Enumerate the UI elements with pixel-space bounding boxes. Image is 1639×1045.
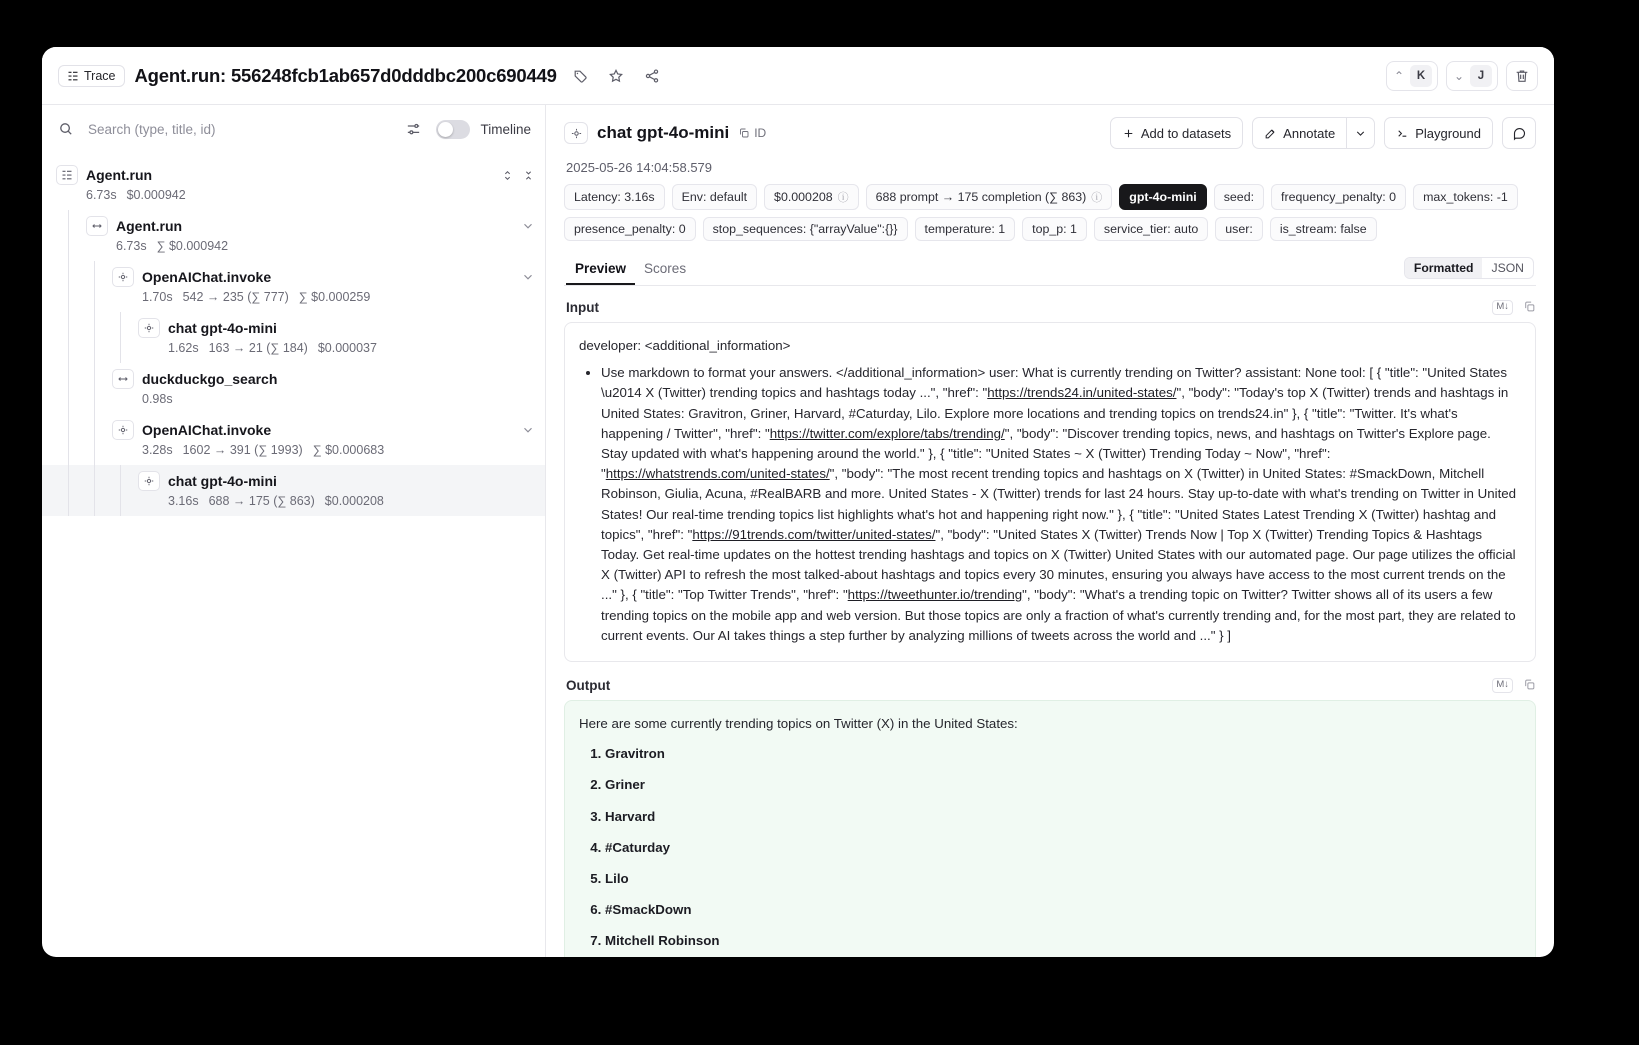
title-bar-right xyxy=(1386,61,1538,91)
tree-row-label: chat gpt-4o-mini xyxy=(168,473,277,489)
input-link-2[interactable]: https://twitter.com/explore/tabs/trending/ xyxy=(769,425,1005,441)
badge-label: top_p: 1 xyxy=(1032,222,1077,236)
observation-header xyxy=(546,105,1554,286)
collapse-all-icon xyxy=(522,169,535,182)
tree-row-meta xyxy=(142,392,535,406)
tree-row-meta xyxy=(116,239,535,253)
view-formatted-option[interactable]: Formatted xyxy=(1405,258,1483,278)
span-icon xyxy=(86,216,108,236)
timeline-toggle[interactable] xyxy=(436,120,470,139)
chevron-down-icon: ⌄ xyxy=(1453,68,1465,83)
tree-row-agent-run[interactable] xyxy=(42,210,545,261)
tree-row-openaichat-invoke-1[interactable] xyxy=(42,261,545,312)
input-link-4[interactable]: https://91trends.com/twitter/united-states/ xyxy=(692,526,936,542)
list-item: 7. Mitchell Robinson xyxy=(605,931,1521,951)
badge-label: frequency_penalty: 0 xyxy=(1281,190,1397,204)
badge-temperature xyxy=(915,217,1016,241)
badge-model xyxy=(1119,184,1206,210)
input-section-title: Input xyxy=(566,300,599,315)
tree-row-duckduckgo-search[interactable] xyxy=(42,363,545,414)
playground-label: Playground xyxy=(1415,125,1481,141)
input-bullet-item xyxy=(601,363,1521,646)
output-section-header xyxy=(566,678,1536,693)
comment-button[interactable] xyxy=(1502,117,1536,149)
badge-label: service_tier: auto xyxy=(1103,222,1199,236)
input-text-5: ", "body": "United States X (Twitter) Trends Now | Top X (Twitter) Trending Topics & Hashtags Today. Get real-time updates on the hottest trending hashtags and topics on X (Twitter) United States with our automated page. Our page utilizes the official X (Twitter) API to refresh the most talked-about hashtags and topics every 30 minutes, ensuring you always have access to the most current trends on the ..." }, { "title": "Top Twitter Trends", "href": " xyxy=(601,526,1516,603)
input-section-header xyxy=(566,300,1536,315)
toggle-knob xyxy=(438,122,453,137)
badge-label: is_stream: false xyxy=(1279,222,1367,236)
annotate-button[interactable] xyxy=(1252,117,1347,149)
input-text-1: Use markdown to format your answers. </additional_information> user: What is currently trending on Twitter? assistant: None tool: [ { "title": "United States \u2014 X (Twitter) trending topics and hashtags today ...", "href": " xyxy=(601,365,1507,401)
badge-label: seed: xyxy=(1223,190,1255,204)
tree-row-tokens: 163 → 21 (∑ 184) xyxy=(208,341,308,355)
annotate-dropdown-button[interactable] xyxy=(1347,117,1375,149)
share-icon[interactable] xyxy=(639,63,665,89)
badge-label: stop_sequences: {"arrayValue":{}} xyxy=(712,222,898,236)
tree-row-label: Agent.run xyxy=(86,167,153,183)
badge-max-tokens xyxy=(1413,184,1518,210)
list-item: 5. Lilo xyxy=(605,869,1521,889)
copy-id-button[interactable] xyxy=(738,126,766,140)
view-format-toggle xyxy=(1404,257,1534,279)
tree-row-chat-gpt-4o-mini-2[interactable] xyxy=(42,465,545,516)
generation-icon xyxy=(138,471,160,491)
input-text-4: ", "body": "The most recent trending topics and hashtags on X (Twitter) in United States: #SmackDown, Mitchell Robinson, Giulia, Acuna, #RealBARB and more. United States - X (Twitter) trends for last 24 hours. Stay up-to-date with what's trending on Twitter in United States! Our real-time trending topics list highlights what's hot and happening right now." }, { "title": "United States Latest Trending X (Twitter) hashtag and topics", "href": " xyxy=(601,466,1517,542)
generation-icon xyxy=(138,318,160,338)
tree-row-label: Agent.run xyxy=(116,218,183,234)
timeline-label: Timeline xyxy=(480,121,531,137)
tree-row-duration: 1.62s xyxy=(168,341,199,355)
markdown-toggle-icon[interactable]: M↓ xyxy=(1492,678,1513,692)
tree-row-duration: 3.28s xyxy=(142,443,173,457)
tree-row-meta xyxy=(168,494,535,508)
tree-row-meta xyxy=(168,341,535,355)
chevron-down-icon[interactable] xyxy=(521,423,535,437)
search-row xyxy=(42,105,545,153)
badge-frequency-penalty xyxy=(1271,184,1406,210)
tree-row-cost: ∑ $0.000259 xyxy=(298,290,371,304)
chevron-down-icon[interactable] xyxy=(521,219,535,233)
tree-row-cost: $0.000942 xyxy=(126,188,186,202)
observation-badges xyxy=(564,184,1536,241)
tree-row-label: OpenAIChat.invoke xyxy=(142,422,272,438)
tree-row-meta xyxy=(142,290,535,304)
badge-label: presence_penalty: 0 xyxy=(574,222,686,236)
list-item: 1. Gravitron xyxy=(605,744,1521,764)
badge-label: gpt-4o-mini xyxy=(1129,190,1197,204)
output-section-tools xyxy=(1492,678,1536,692)
copy-icon[interactable] xyxy=(1523,678,1536,691)
tree-row-label: chat gpt-4o-mini xyxy=(168,320,277,336)
tree-row-chat-gpt-4o-mini-1[interactable] xyxy=(42,312,545,363)
terminal-icon xyxy=(1396,127,1409,140)
view-json-option[interactable]: JSON xyxy=(1491,261,1524,275)
input-text-6: ", "body": "What's a trending topic on Twitter? Twitter shows all of its users a few trending topics on the mobile app and web version. But those topics are only a fraction of what's currently trending and, for the most part, they are related to current events. Our AI takes things a step further by analyzing millions of tweets across the world and ..." } ] xyxy=(601,587,1516,643)
trace-tree xyxy=(42,153,545,957)
trace-tree-pane xyxy=(42,105,546,957)
badge-env xyxy=(672,184,757,210)
trace-icon xyxy=(67,70,79,82)
tree-sort-controls[interactable] xyxy=(501,169,535,182)
generation-icon xyxy=(112,267,134,287)
badge-user xyxy=(1215,217,1263,241)
badge-top-p xyxy=(1022,217,1087,241)
page-title: Agent.run: 556248fcb1ab657d0dddbc200c690449 xyxy=(134,64,557,86)
comment-icon xyxy=(1512,126,1527,141)
list-item: 4. #Caturday xyxy=(605,838,1521,858)
badge-label: max_tokens: -1 xyxy=(1423,190,1508,204)
output-section-title: Output xyxy=(566,678,611,694)
input-link-5[interactable]: https://tweethunter.io/trending xyxy=(847,587,1023,603)
tree-row-duration: 1.70s xyxy=(142,290,173,304)
input-developer-line: developer: <additional_information> xyxy=(579,338,791,353)
playground-button[interactable] xyxy=(1384,117,1493,149)
badge-cost xyxy=(764,184,859,210)
tree-row-duration: 6.73s xyxy=(116,239,147,253)
expand-all-icon xyxy=(501,169,514,182)
generation-icon xyxy=(112,420,134,440)
chevron-down-icon[interactable] xyxy=(521,270,535,284)
badge-presence-penalty xyxy=(564,217,696,241)
list-item: 6. #SmackDown xyxy=(605,900,1521,920)
tree-row-meta xyxy=(86,188,535,202)
trace-type-chip[interactable] xyxy=(58,65,125,87)
generation-icon xyxy=(564,122,588,144)
observation-timestamp: 2025-05-26 14:04:58.579 xyxy=(566,160,713,175)
tree-row-label: duckduckgo_search xyxy=(142,371,278,387)
next-item-control[interactable] xyxy=(1446,61,1498,91)
input-text-3: ", "body": "Discover trending topics, news, and hashtags on Twitter's Explore page. Stay updated with what's happening around the world." }, { "title": "United States ~ X (Twitter) Trending Today ~ Now", "href": " xyxy=(601,425,1491,482)
trash-icon[interactable] xyxy=(1506,61,1538,91)
tree-row-duration: 6.73s xyxy=(86,188,117,202)
tree-row-tokens: 688 → 175 (∑ 863) xyxy=(208,494,315,508)
tree-row-openaichat-invoke-2[interactable] xyxy=(42,414,545,465)
input-section-tools xyxy=(1492,300,1536,314)
output-trending-list xyxy=(579,744,1521,951)
tree-row-duration: 0.98s xyxy=(142,392,173,406)
tree-row-cost: $0.000037 xyxy=(317,341,377,355)
pencil-icon xyxy=(1264,127,1277,140)
app-window xyxy=(42,47,1554,957)
main-body xyxy=(42,105,1554,957)
tab-preview[interactable]: Preview xyxy=(566,255,635,285)
observation-pane xyxy=(546,105,1554,957)
badge-label: Latency: 3.16s xyxy=(574,190,655,204)
span-icon xyxy=(112,369,134,389)
tree-row-cost: $0.000208 xyxy=(324,494,384,508)
badge-service-tier xyxy=(1094,217,1208,241)
search-icon xyxy=(56,119,76,139)
input-link-1[interactable]: https://trends24.in/united-states/ xyxy=(987,385,1177,401)
annotate-split-button xyxy=(1252,117,1375,149)
copy-icon xyxy=(738,127,750,139)
chevron-up-icon: ⌃ xyxy=(1393,68,1405,83)
badge-label: user: xyxy=(1225,222,1253,236)
tab-scores[interactable]: Scores xyxy=(644,261,687,276)
badge-latency xyxy=(564,184,665,210)
chevron-down-icon xyxy=(1354,127,1367,140)
annotate-label: Annotate xyxy=(1283,125,1336,141)
output-lead-text: Here are some currently trending topics on Twitter (X) in the United States: xyxy=(579,716,1018,732)
input-text-2: ", "body": "Today's top X (Twitter) trends and hashtags in United States: Gravitron, Griner, Harvard, #Caturday, Lilo. Explore more locations and trending topics on trends24.in" }, { "title": "Twitter. It's what's happening / Twitter", "href": " xyxy=(601,385,1509,441)
filter-settings-icon[interactable] xyxy=(400,116,426,142)
output-panel xyxy=(564,700,1536,957)
tree-row-cost: ∑ $0.000683 xyxy=(312,443,385,457)
tree-row-duration: 3.16s xyxy=(168,494,199,508)
observation-title-row xyxy=(564,117,1536,149)
tree-row-tokens: 542 → 235 (∑ 777) xyxy=(182,290,289,304)
tree-row-cost: ∑ $0.000942 xyxy=(156,239,229,253)
badge-seed xyxy=(1214,184,1264,210)
markdown-toggle-icon[interactable]: M↓ xyxy=(1492,300,1513,314)
list-item: 2. Griner xyxy=(605,775,1521,795)
trace-chip-label: Trace xyxy=(84,68,116,83)
badge-label: $0.000208 xyxy=(774,190,833,204)
observation-actions xyxy=(1110,117,1536,149)
info-icon[interactable]: ⓘ xyxy=(837,192,849,204)
plus-icon xyxy=(1122,127,1135,140)
add-to-datasets-label: Add to datasets xyxy=(1140,125,1232,141)
badge-label: temperature: 1 xyxy=(924,222,1006,236)
id-chip-label: ID xyxy=(754,126,767,140)
star-icon[interactable] xyxy=(603,63,629,89)
add-to-datasets-button[interactable] xyxy=(1110,117,1243,149)
title-bar xyxy=(42,47,1554,105)
input-link-3[interactable]: https://whatstrends.com/united-states/ xyxy=(605,466,830,482)
badge-tokens xyxy=(866,184,1113,210)
tree-row-agent-run-root[interactable] xyxy=(42,159,545,210)
tag-icon[interactable] xyxy=(567,63,593,89)
badge-label: Env: default xyxy=(681,190,748,204)
input-bullet-list xyxy=(579,363,1521,646)
copy-icon[interactable] xyxy=(1523,300,1536,313)
next-shortcut-key: J xyxy=(1470,65,1492,87)
list-item: 3. Harvard xyxy=(605,807,1521,827)
badge-label: 688 prompt → 175 completion (∑ 863) xyxy=(875,190,1087,204)
badge-is-stream xyxy=(1270,217,1377,241)
preview-tabs xyxy=(564,255,1536,286)
trace-icon xyxy=(56,165,78,185)
observation-title: chat gpt-4o-mini xyxy=(597,123,730,142)
info-icon[interactable]: ⓘ xyxy=(1091,192,1103,204)
io-content xyxy=(546,286,1554,957)
badge-stop-sequences xyxy=(703,217,908,241)
tree-row-meta xyxy=(142,443,535,457)
input-panel xyxy=(564,322,1536,662)
prev-item-control[interactable] xyxy=(1386,61,1438,91)
prev-shortcut-key: K xyxy=(1410,65,1432,87)
search-input[interactable] xyxy=(86,121,390,138)
tree-row-label: OpenAIChat.invoke xyxy=(142,269,272,285)
tree-row-tokens: 1602 → 391 (∑ 1993) xyxy=(182,443,303,457)
search-input-wrap xyxy=(86,121,390,138)
